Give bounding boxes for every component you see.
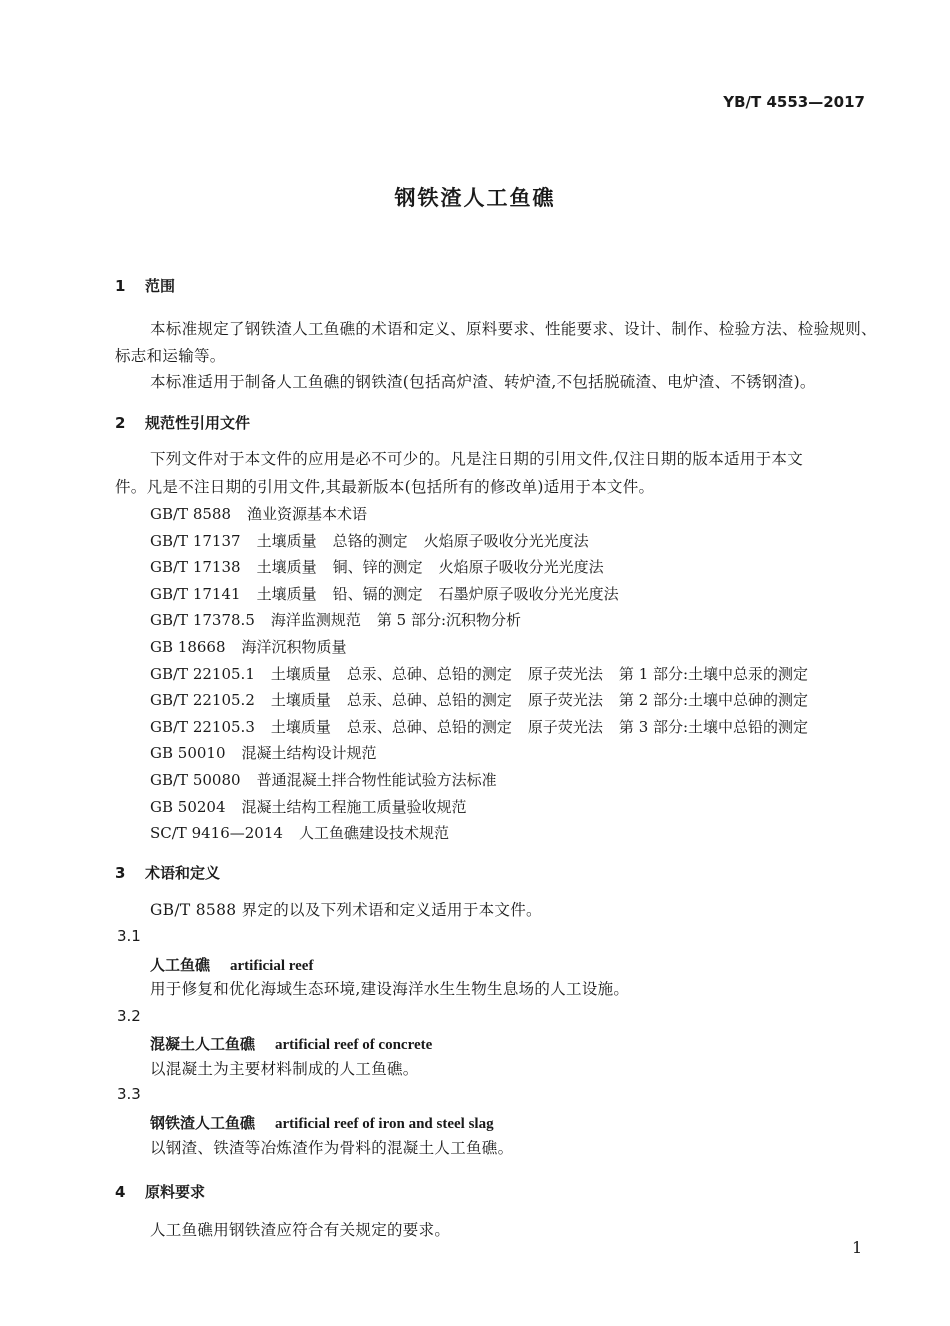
- reference-title-part: 海洋监测规范: [270, 611, 361, 630]
- document-title: 钢铁渣人工鱼礁: [394, 186, 556, 210]
- references-intro-line-1: 下列文件对于本文件的应用是必不可少的。凡是注日期的引用文件,仅注日期的版本适用于本文: [150, 450, 804, 468]
- term-definition: 以混凝土为主要材料制成的人工鱼礁。: [150, 1060, 419, 1078]
- reference-item: [150, 609, 521, 630]
- reference-title-part: 铜、锌的测定: [332, 558, 423, 577]
- reference-title-part: 人工鱼礁建设技术规范: [298, 824, 449, 843]
- reference-item: [150, 556, 604, 577]
- reference-title-part: 渔业资源基本术语: [247, 505, 368, 523]
- reference-item: [150, 689, 808, 710]
- reference-title-part: 海洋沉积物质量: [241, 638, 347, 656]
- section-title: 规范性引用文件: [145, 414, 251, 432]
- reference-title-part: 普通混凝土拌合物性能试验方法标准: [256, 771, 497, 789]
- reference-title-part: 原子荧光法: [527, 717, 603, 736]
- reference-title-part: 土壤质量: [270, 717, 331, 736]
- term-english: artificial reef: [230, 958, 314, 974]
- reference-item: [150, 822, 449, 843]
- reference-item: [150, 636, 347, 657]
- reference-code: GB/T 17141: [150, 584, 241, 603]
- reference-code: GB/T 50080: [150, 771, 241, 789]
- reference-code: GB/T 22105.2: [150, 691, 255, 710]
- term-english: artificial reef of iron and steel slag: [275, 1116, 494, 1132]
- term-number: 3.3: [117, 1085, 141, 1103]
- term-english: artificial reef of concrete: [275, 1037, 433, 1053]
- reference-item: [150, 503, 367, 524]
- reference-code: GB/T 8588: [150, 505, 232, 523]
- reference-title-part: 火焰原子吸收分光光度法: [423, 531, 589, 550]
- reference-item: [150, 530, 589, 551]
- reference-title-part: 第 3 部分:土壤中总铅的测定: [618, 717, 809, 736]
- standard-code: YB/T 4553—2017: [723, 93, 865, 111]
- reference-title-part: 总汞、总砷、总铅的测定: [346, 691, 512, 710]
- term-entry: [150, 1112, 494, 1133]
- reference-title-part: 总汞、总砷、总铅的测定: [346, 664, 512, 683]
- reference-item: [150, 716, 808, 737]
- reference-title-part: 土壤质量: [270, 691, 331, 710]
- reference-code: GB/T 22105.1: [150, 664, 255, 683]
- section-4-heading: [115, 1181, 205, 1202]
- term-entry: [150, 1033, 432, 1054]
- term-entry: [150, 954, 313, 975]
- reference-title-part: 总铬的测定: [332, 531, 408, 550]
- reference-item: [150, 583, 619, 604]
- reference-title-part: 土壤质量: [256, 584, 317, 603]
- reference-title-part: 土壤质量: [256, 531, 317, 550]
- term-number: 3.2: [117, 1007, 141, 1025]
- term-chinese: 人工鱼礁: [150, 956, 211, 974]
- reference-title-part: 铅、镉的测定: [332, 584, 423, 603]
- section-number: 4: [115, 1183, 126, 1201]
- scope-paragraph-line-1: 本标准规定了钢铁渣人工鱼礁的术语和定义、原料要求、性能要求、设计、制作、检验方法、检验规则、: [150, 320, 877, 338]
- reference-item: [150, 742, 377, 763]
- reference-code: GB 18668: [150, 638, 226, 656]
- term-chinese: 混凝土人工鱼礁: [150, 1035, 256, 1053]
- reference-title-part: 原子荧光法: [527, 691, 603, 710]
- reference-title-part: 混凝土结构工程施工质量验收规范: [241, 797, 467, 816]
- term-number: 3.1: [117, 927, 141, 945]
- section-number: 2: [115, 414, 126, 432]
- reference-item: [150, 663, 808, 684]
- reference-code: GB/T 17378.5: [150, 611, 255, 630]
- reference-title-part: 第 5 部分:沉积物分析: [376, 611, 522, 630]
- section-title: 原料要求: [145, 1183, 206, 1201]
- reference-code: GB/T 17138: [150, 558, 241, 577]
- scope-paragraph-line-2: 标志和运输等。: [115, 347, 226, 365]
- section-title: 范围: [145, 277, 176, 295]
- reference-title-part: 第 1 部分:土壤中总汞的测定: [618, 664, 809, 683]
- section-3-heading: [115, 862, 220, 883]
- section-2-heading: [115, 412, 250, 433]
- reference-code: GB 50010: [150, 744, 226, 763]
- term-chinese: 钢铁渣人工鱼礁: [150, 1114, 256, 1132]
- reference-title-part: 石墨炉原子吸收分光光度法: [438, 584, 619, 603]
- reference-title-part: 原子荧光法: [527, 664, 603, 683]
- reference-title-part: 第 2 部分:土壤中总砷的测定: [618, 691, 809, 710]
- term-definition: 以钢渣、铁渣等冶炼渣作为骨料的混凝土人工鱼礁。: [150, 1139, 514, 1157]
- section-number: 1: [115, 277, 126, 295]
- reference-title-part: 混凝土结构设计规范: [241, 744, 377, 763]
- reference-item: [150, 796, 467, 817]
- reference-code: GB/T 17137: [150, 531, 241, 550]
- section-number: 3: [115, 864, 126, 882]
- term-definition: 用于修复和优化海域生态环境,建设海洋水生生物生息场的人工设施。: [150, 980, 630, 998]
- reference-title-part: 火焰原子吸收分光光度法: [438, 558, 604, 577]
- section-1-heading: [115, 275, 175, 296]
- page-number: 1: [852, 1238, 863, 1257]
- scope-paragraph-2: 本标准适用于制备人工鱼礁的钢铁渣(包括高炉渣、转炉渣,不包括脱硫渣、电炉渣、不锈钢渣)。: [150, 373, 816, 391]
- references-intro-line-2: 件。凡是不注日期的引用文件,其最新版本(包括所有的修改单)适用于本文件。: [115, 478, 655, 496]
- reference-title-part: 土壤质量: [256, 558, 317, 577]
- section-title: 术语和定义: [145, 864, 221, 882]
- reference-code: SC/T 9416—2014: [150, 824, 283, 843]
- reference-code: GB 50204: [150, 797, 226, 816]
- terms-intro: GB/T 8588 界定的以及下列术语和定义适用于本文件。: [150, 901, 542, 919]
- reference-title-part: 总汞、总砷、总铅的测定: [346, 717, 512, 736]
- reference-title-part: 土壤质量: [270, 664, 331, 683]
- reference-code: GB/T 22105.3: [150, 717, 255, 736]
- materials-paragraph: 人工鱼礁用钢铁渣应符合有关规定的要求。: [150, 1221, 451, 1239]
- reference-item: [150, 769, 497, 790]
